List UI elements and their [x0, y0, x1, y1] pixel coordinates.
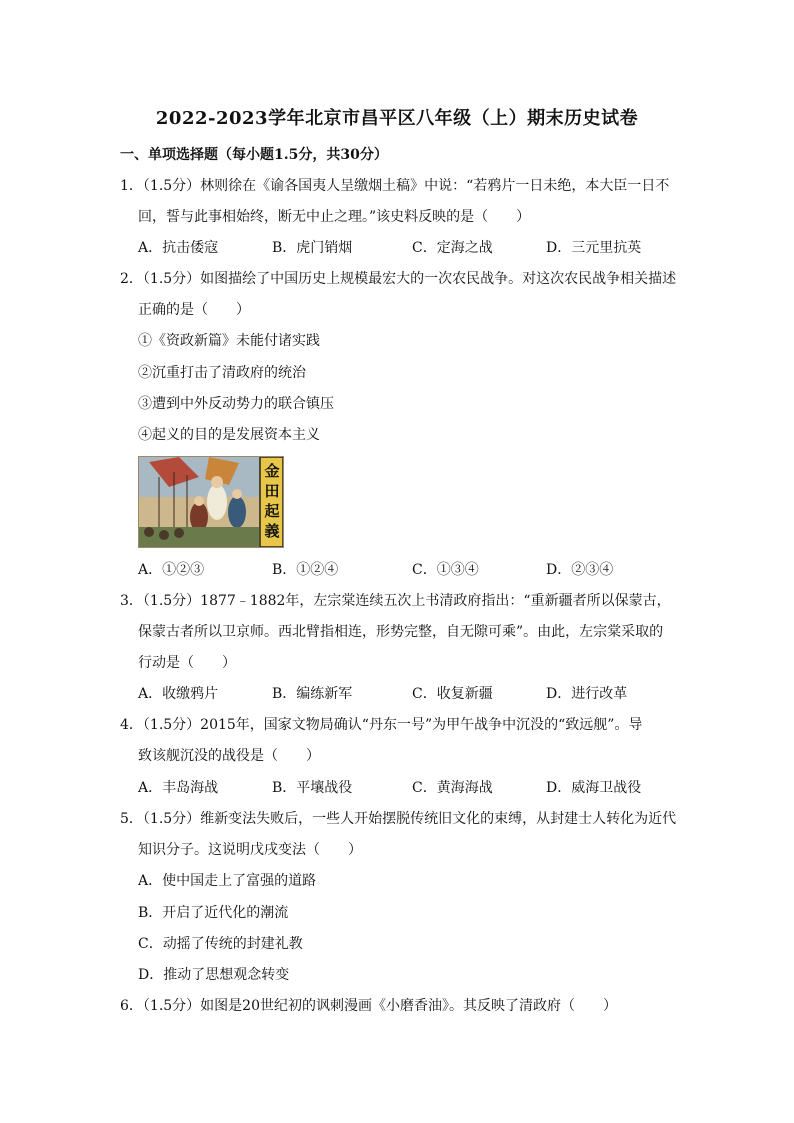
question-1-line-1: 1．（1.5分）林则徐在《谕各国夷人呈缴烟土稿》中说：“若鸦片一日未绝，本大臣一日不	[120, 178, 670, 194]
question-1-option-d[interactable]: D．三元里抗英	[546, 240, 642, 256]
question-4-option-d[interactable]: D．威海卫战役	[546, 780, 642, 796]
question-1-line-2: 回，誓与此事相始终，断无中止之理。”该史料反映的是（ ）	[138, 209, 531, 225]
question-3-line-3: 行动是（ ）	[138, 655, 236, 671]
question-3-line-1: 3．（1.5分）1877﹣1882年，左宗棠连续五次上书清政府指出：“重新疆者所以保蒙古，	[120, 593, 671, 609]
question-2-item-4: ④起义的目的是发展资本主义	[138, 427, 320, 443]
question-3-option-b[interactable]: B．编练新军	[272, 686, 353, 702]
question-4-option-b[interactable]: B．平壤战役	[272, 780, 353, 796]
question-5-line-2: 知识分子。这说明戊戌变法（ ）	[138, 842, 362, 858]
question-4-line-2: 致该舰沉没的战役是（ ）	[138, 748, 320, 764]
question-5-option-a[interactable]: A．使中国走上了富强的道路	[138, 873, 317, 889]
question-2-option-b[interactable]: B．①②④	[272, 562, 339, 578]
question-2-option-d[interactable]: D．②③④	[546, 562, 614, 578]
question-5-line-1: 5．（1.5分）维新变法失败后，一些人开始摆脱传统旧文化的束缚，从封建士人转化为近代	[120, 811, 677, 827]
section-heading: 一、单项选择题（每小题1.5分，共30分）	[120, 147, 388, 163]
question-3-option-c[interactable]: C．收复新疆	[412, 686, 493, 702]
question-2-option-a[interactable]: A．①②③	[138, 562, 205, 578]
question-5-option-d[interactable]: D．推动了思想观念转变	[138, 967, 290, 983]
question-2-item-2: ②沉重打击了清政府的统治	[138, 365, 306, 381]
question-4-option-c[interactable]: C．黄海海战	[412, 780, 493, 796]
exam-title: 2022-2023学年北京市昌平区八年级（上）期末历史试卷	[155, 108, 639, 129]
illustration-caption: 金田起義	[264, 462, 280, 540]
question-1-option-b[interactable]: B．虎门销烟	[272, 240, 353, 256]
question-4-option-a[interactable]: A．丰岛海战	[138, 780, 219, 796]
question-5-option-b[interactable]: B．开启了近代化的潮流	[138, 905, 289, 921]
question-2-line-2: 正确的是（ ）	[138, 302, 250, 318]
question-3-line-2: 保蒙古者所以卫京师。西北臂指相连，形势完整，自无隙可乘”。由此，左宗棠采取的	[138, 624, 664, 640]
question-3-option-a[interactable]: A．收缴鸦片	[138, 686, 219, 702]
question-5-option-c[interactable]: C．动摇了传统的封建礼教	[138, 936, 303, 952]
question-6-line-1: 6．（1.5分）如图是20世纪初的讽刺漫画《小磨香油》。其反映了清政府（ ）	[120, 998, 617, 1014]
illustration-graphic	[139, 457, 283, 547]
question-1-option-c[interactable]: C．定海之战	[412, 240, 493, 256]
question-2-option-c[interactable]: C．①③④	[412, 562, 479, 578]
jintian-uprising-illustration	[138, 456, 284, 548]
question-2-item-3: ③遭到中外反动势力的联合镇压	[138, 396, 334, 412]
question-2-line-1: 2．（1.5分）如图描绘了中国历史上规模最宏大的一次农民战争。对这次农民战争相关描述	[120, 271, 677, 287]
question-4-line-1: 4．（1.5分）2015年，国家文物局确认“丹东一号”为甲午战争中沉没的“致远舰”。导	[120, 717, 643, 733]
question-3-option-d[interactable]: D．进行改革	[546, 686, 628, 702]
question-1-option-a[interactable]: A．抗击倭寇	[138, 240, 219, 256]
question-2-item-1: ①《资政新篇》未能付诸实践	[138, 333, 320, 349]
